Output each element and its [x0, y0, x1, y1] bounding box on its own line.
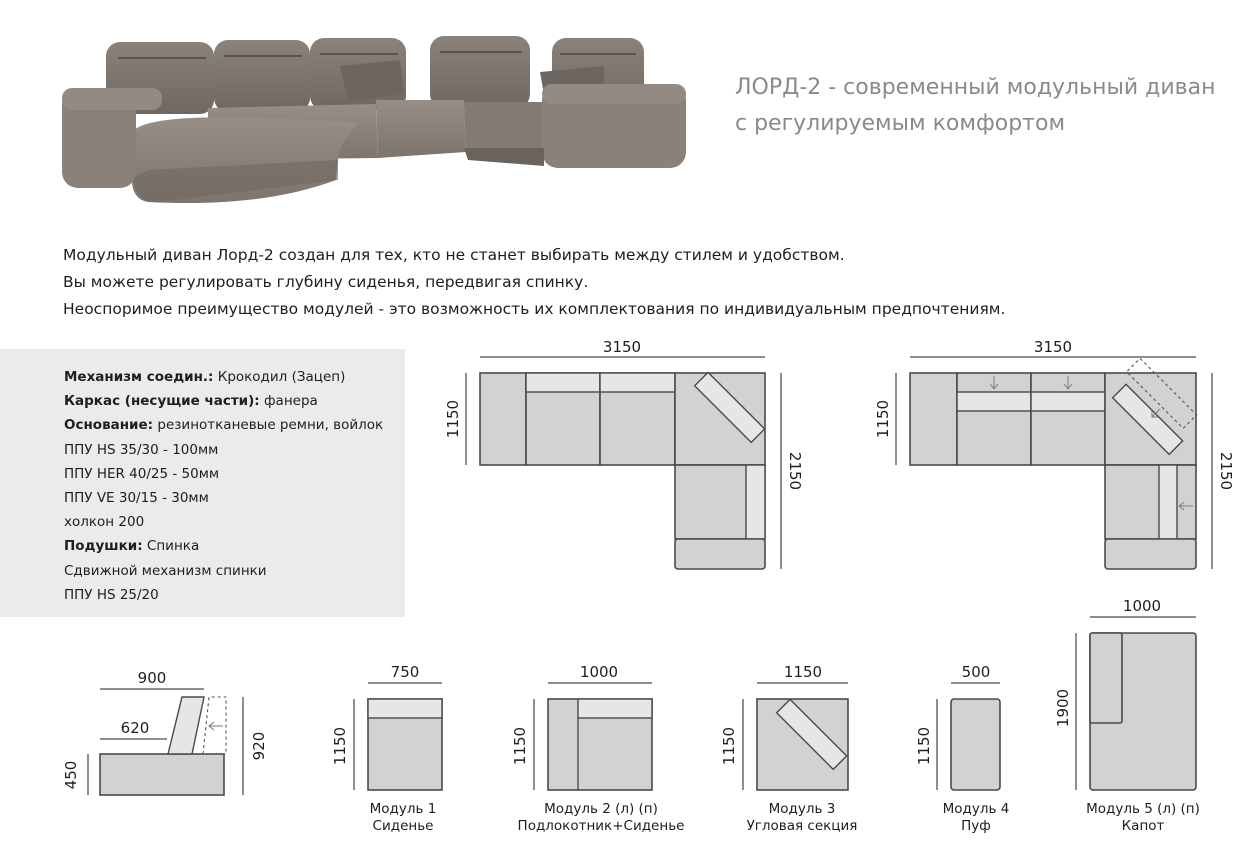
- back-cushion: [600, 373, 675, 392]
- back-cushion-moved: [1159, 465, 1177, 539]
- module-3-width-label: 1150: [783, 663, 823, 681]
- module-5-width-label: 1000: [1122, 597, 1162, 615]
- module-4-name: Модуль 4: [942, 801, 1010, 817]
- module-1-width-label: 750: [390, 663, 420, 681]
- seat-module: [1105, 465, 1196, 539]
- seat-block: [100, 754, 224, 795]
- spec-row: ППУ VE 30/15 - 30мм: [64, 490, 209, 507]
- plan2-length-label: 2150: [1217, 451, 1235, 491]
- plan1-depth-label: 1150: [444, 399, 462, 439]
- module-5-depth-label: 1900: [1054, 688, 1072, 728]
- module-5: [1054, 597, 1200, 834]
- spec-row: ППУ HS 25/20: [64, 586, 159, 603]
- back-cushion-moved: [1031, 392, 1105, 411]
- back-cushion-side: [168, 697, 204, 754]
- side-view: [62, 669, 268, 795]
- module-1: [331, 663, 442, 834]
- armrest-module: [1105, 539, 1196, 569]
- module-3-name: Модуль 3: [768, 801, 836, 817]
- module-1-depth-label: 1150: [331, 726, 349, 766]
- module-2-name: Модуль 2 (л) (п): [544, 801, 658, 817]
- side-seat-height-label: 450: [62, 760, 80, 790]
- plan-layout-1: [444, 338, 804, 569]
- spec-row: Сдвижной механизм спинки: [64, 562, 267, 579]
- module-2: [511, 663, 684, 834]
- back-cushion-moved: [957, 392, 1031, 411]
- module-4-width-label: 500: [961, 663, 991, 681]
- module-2-desc: Подлокотник+Сиденье: [517, 818, 685, 834]
- module-2-width-label: 1000: [579, 663, 619, 681]
- module-5-desc: Капот: [1121, 818, 1165, 834]
- module-5-name: Модуль 5 (л) (п): [1086, 801, 1200, 817]
- intro-line-2: Вы можете регулировать глубину сиденья, передвигая спинку.: [63, 273, 589, 291]
- module-4: [915, 663, 1009, 834]
- plan2-depth-label: 1150: [874, 399, 892, 439]
- intro-line-1: Модульный диван Лорд-2 создан для тех, кто не станет выбирать между стилем и удобством.: [63, 246, 845, 264]
- side-seat-depth-label: 620: [120, 719, 150, 737]
- title-line-1: ЛОРД-2 - современный модульный диван: [735, 75, 1216, 100]
- back-cushion: [526, 373, 600, 392]
- spec-row: ППУ HS 35/30 - 100мм: [64, 441, 219, 458]
- spec-row: Основание: резинотканевые ремни, войлок: [64, 417, 384, 434]
- armrest-module: [910, 373, 957, 465]
- back-cushion: [746, 465, 765, 539]
- plan2-width-label: 3150: [1033, 338, 1073, 356]
- module-3-depth-label: 1150: [720, 726, 738, 766]
- plan1-width-label: 3150: [602, 338, 642, 356]
- spec-row: холкон 200: [64, 514, 145, 531]
- spec-row: Механизм соедин.: Крокодил (Зацеп): [64, 369, 346, 385]
- module-1-name: Модуль 1: [369, 801, 437, 817]
- module-4-desc: Пуф: [961, 818, 991, 834]
- module-3: [720, 663, 857, 834]
- module-3-desc: Угловая секция: [746, 818, 858, 834]
- module-2-depth-label: 1150: [511, 726, 529, 766]
- module-1-desc: Сиденье: [372, 818, 434, 834]
- armrest-module: [480, 373, 526, 465]
- spec-row: ППУ HER 40/25 - 50мм: [64, 465, 220, 482]
- plan1-length-label: 2150: [786, 451, 804, 491]
- side-height-label: 920: [250, 731, 268, 761]
- title-line-2: с регулируемым комфортом: [735, 111, 1066, 136]
- intro-line-3: Неоспоримое преимущество модулей - это возможность их комплектования по индивидуальным предпочтениям.: [63, 300, 1006, 318]
- side-total-depth-label: 900: [137, 669, 167, 687]
- spec-row: Подушки: Спинка: [64, 538, 200, 555]
- armrest-module: [675, 539, 765, 569]
- spec-row: Каркас (несущие части): фанера: [64, 393, 318, 410]
- plan-layout-2: [874, 338, 1235, 569]
- module-4-depth-label: 1150: [915, 726, 933, 766]
